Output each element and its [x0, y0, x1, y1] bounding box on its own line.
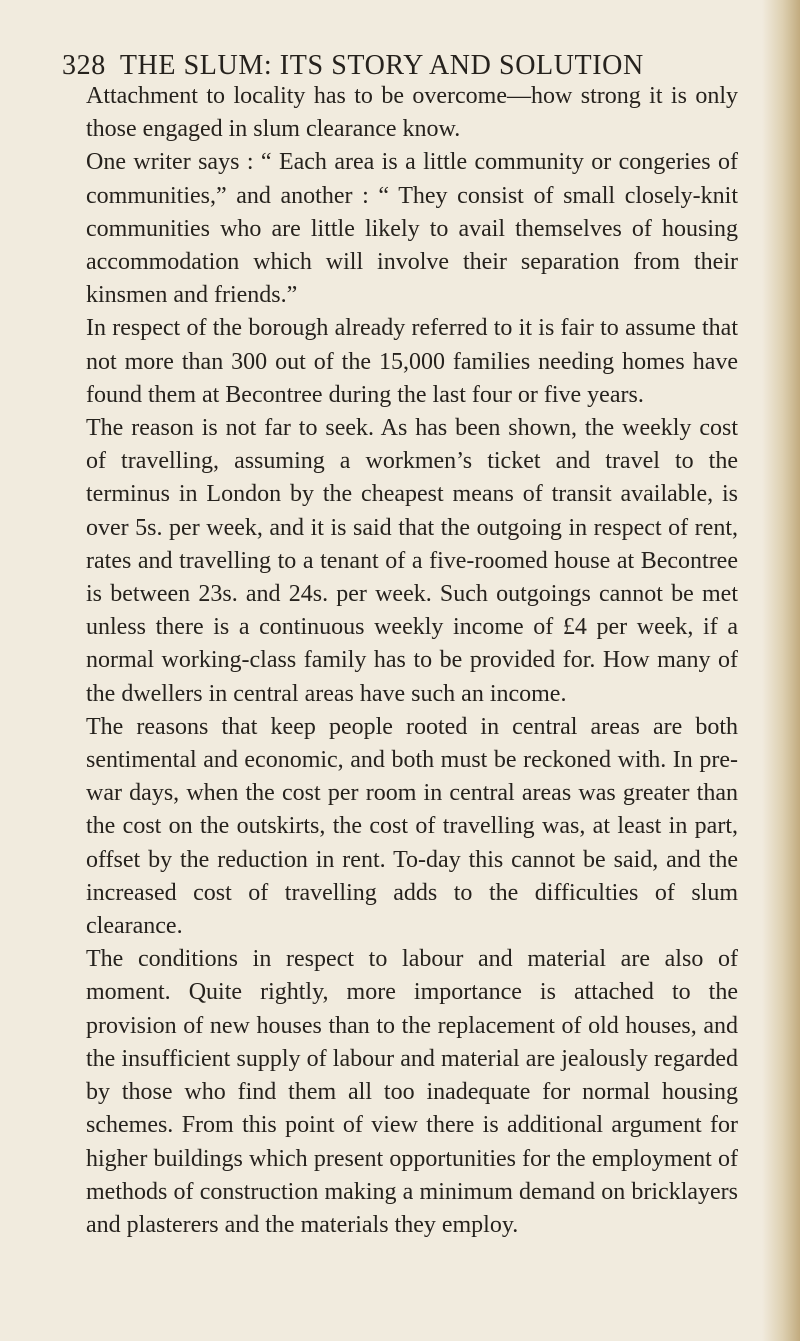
running-title: THE SLUM: ITS STORY AND SOLUTION — [119, 50, 644, 81]
body-text — [62, 80, 738, 1242]
paragraph-5: The reasons that keep people rooted in central areas are both sentimental and economic, and both must be reckoned with. In pre-war days, when the cost per room in central areas was greater than the cost on the outskirts, the cost of travelling was, at least in part, offset by the reduction in rent. To-day this cannot be said, and the increased cost of travelling adds to the difficulties of slum clearance. — [86, 713, 738, 940]
paragraph-4: The reason is not far to seek. As has been shown, the weekly cost of travelling, assuming a workmen’s ticket and travel to the terminus in London by the cheapest means of transit available, is over 5s. per week, and it is said that the outgoing in respect of rent, rates and travelling to a tenant of a five-roomed house at Becontree is between 23s. and 24s. per week. Such outgoings cannot be met unless there is a continuous weekly income of £4 per week, if a normal working-class family has to be provided for. How many of the dwellers in central areas have such an income. — [86, 415, 738, 707]
paragraph-2: One writer says : “ Each area is a little community or congeries of communities,” and another : “ They consist of small closely-knit communities who are little likely to avail themselves of housing accommodation which will involve their separation from their kinsmen and friends.” — [86, 149, 738, 309]
paragraph-6: The conditions in respect to labour and material are also of moment. Quite rightly, more importance is attached to the provision of new houses than to the replacement of old houses, and the insufficient supply of labour and material are jealously regarded by those who find them all too inadequate for normal housing schemes. From this point of view there is additional argument for higher buildings which present opportunities for the employment of methods of construction making a minimum demand on bricklayers and plasterers and the materials they employ. — [86, 946, 738, 1238]
paragraph-1: Attachment to locality has to be overcome—how strong it is only those engaged in slum clearance know. — [86, 83, 738, 143]
paragraph-3: In respect of the borough already referred to it is fair to assume that not more than 300 out of the 15,000 families needing homes have found them at Becontree during the last four or five years. — [86, 315, 738, 408]
page-edge-shadow — [762, 0, 800, 1341]
page-number: 328 — [62, 50, 106, 81]
running-header — [62, 50, 702, 82]
